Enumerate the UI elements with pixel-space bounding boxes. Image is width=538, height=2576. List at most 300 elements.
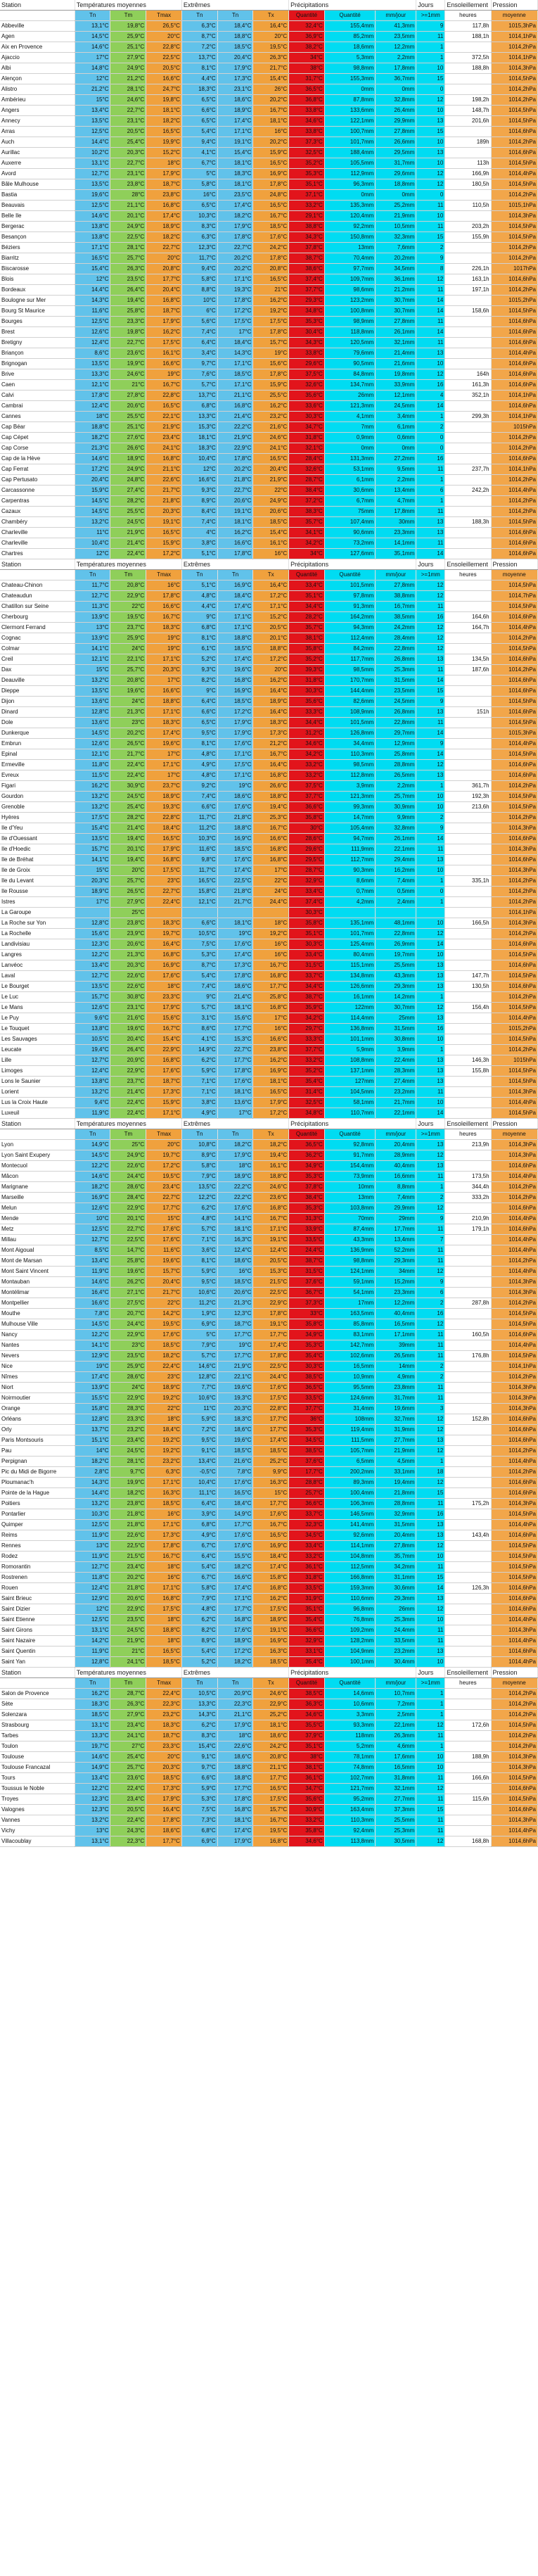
tn-record-value: 5,9°C (181, 1784, 217, 1794)
rain-value: 35,2°C (289, 1066, 325, 1077)
pressure-value: 1014,5hPa (491, 1541, 537, 1552)
tmax-value: 18,7°C (146, 1077, 182, 1087)
days-value: 1 (416, 1699, 445, 1710)
table-row (0, 1214, 538, 1224)
tn-value: 18,2°C (75, 433, 110, 443)
quantity-value: 90,5mm (324, 359, 375, 369)
rain-value: 35,1°C (289, 929, 325, 939)
table-row (0, 802, 538, 813)
tm-value: 21,5°C (110, 1552, 146, 1562)
sunshine-value: 126,3h (445, 1583, 491, 1594)
max-day-value: 22,8mm (376, 929, 416, 939)
tn-value: 12,4°C (75, 338, 110, 348)
tm-value: 19,8°C (110, 327, 146, 338)
tn-value: 18,5°C (75, 1710, 110, 1720)
tn-record-alt-value: 17,1°C (217, 1594, 253, 1604)
sunshine-value: 188,8h (445, 63, 491, 74)
table-row (0, 1499, 538, 1509)
sunshine-value: 160,5h (445, 1330, 491, 1340)
tn-value: 13,5°C (75, 116, 110, 127)
tx-record-value: 17,8°C (253, 1309, 289, 1319)
station-name: Rodez (0, 1552, 75, 1562)
sunshine-value (445, 813, 491, 823)
max-day-value: 7,4mm (376, 876, 416, 887)
tn-value: 7,8°C (75, 1309, 110, 1319)
quantity-value: 94,3mm (324, 623, 375, 633)
rain-value: 34,4°C (289, 602, 325, 612)
tm-value: 23,4°C (110, 1794, 146, 1805)
max-day-value: 32,8mm (376, 823, 416, 834)
station-name: Epinal (0, 749, 75, 760)
rain-value: 33,2°C (289, 201, 325, 211)
tn-value: 16,9°C (75, 1193, 110, 1203)
rain-value: 30,4°C (289, 327, 325, 338)
pressure-value: 1014,5hPa (491, 1552, 537, 1562)
tn-record-value: 5,2°C (181, 654, 217, 665)
tmax-value: 18°C (146, 158, 182, 169)
tn-value: 13,9°C (75, 1383, 110, 1393)
tn-record-value: 8,8°C (181, 285, 217, 296)
pressure-value: 1014,2hPa (491, 929, 537, 939)
sunshine-value: 352,1h (445, 391, 491, 401)
tm-value: 26,5°C (110, 739, 146, 749)
rain-value: 33,2°C (289, 1055, 325, 1066)
station-name: Albi (0, 63, 75, 74)
quantity-value: 16,5mm (324, 1362, 375, 1372)
pressure-value: 1014,2hPa (491, 665, 537, 675)
rain-value: 32,5°C (289, 1098, 325, 1108)
quantity-value: 101,1mm (324, 1034, 375, 1045)
quantity-value: 112,8mm (324, 770, 375, 781)
tm-value: 26,3°C (110, 1699, 146, 1710)
tn-record-value: 6,5°C (181, 718, 217, 728)
tn-record-value: 8,2°C (181, 1625, 217, 1636)
tm-value: 22,4°C (110, 1108, 146, 1119)
table-row (0, 1024, 538, 1034)
pressure-value: 1014,4hPa (491, 623, 537, 633)
days-value: 13 (416, 348, 445, 359)
tmax-value: 22,8°C (146, 391, 182, 401)
tn-record-alt-value: 22,2°C (217, 422, 253, 433)
max-day-value: 2,5mm (376, 1710, 416, 1720)
sunshine-value (445, 454, 491, 464)
station-name: Clermont Ferrand (0, 623, 75, 633)
station-name: Cognac (0, 633, 75, 644)
rain-value: 37,4°C (289, 274, 325, 285)
max-day-value: 7,2mm (376, 1699, 416, 1710)
tn-record-alt-value: 19,6°C (217, 1383, 253, 1393)
table-row (0, 728, 538, 739)
days-value: 9 (416, 823, 445, 834)
tn-record-value: 15,3°C (181, 422, 217, 433)
quantity-value: 104,5mm (324, 1087, 375, 1098)
tm-value: 22,4°C (110, 1098, 146, 1108)
rain-value: 28,2°C (289, 612, 325, 623)
tm-value: 22,9°C (110, 1393, 146, 1404)
quantity-value: 127,6mm (324, 549, 375, 559)
tx-record-value: 22,5°C (253, 1288, 289, 1298)
tn-record-alt-value: 20,2°C (217, 464, 253, 475)
sunshine-value (445, 549, 491, 559)
tmax-value: 16,9°C (146, 960, 182, 971)
tx-record-value: 16,4°C (253, 686, 289, 697)
station-name: Saint Yan (0, 1657, 75, 1668)
tm-value: 23,5°C (110, 1615, 146, 1625)
tn-value: 13,8°C (75, 1077, 110, 1087)
sunshine-value (445, 865, 491, 876)
pressure-value: 1015,2hPa (491, 1024, 537, 1034)
rain-value: 36,5°C (289, 84, 325, 95)
tm-value: 27,5°C (110, 1298, 146, 1309)
max-day-value: 31,8mm (376, 1773, 416, 1784)
rain-value: 37,7°C (289, 1404, 325, 1414)
rain-value: 37,1°C (289, 190, 325, 201)
tn-value: 12,4°C (75, 401, 110, 412)
station-name: Tarbes (0, 1731, 75, 1741)
days-value: 12 (416, 369, 445, 380)
tm-value: 25,4°C (110, 137, 146, 148)
tmax-value: 26,5°C (146, 21, 182, 32)
quantity-value: 155,3mm (324, 74, 375, 84)
pressure-value: 1014,6hPa (491, 317, 537, 327)
max-day-value: 38,8mm (376, 591, 416, 602)
rain-value: 36,9°C (289, 32, 325, 42)
tmax-value: 18,7°C (146, 1731, 182, 1741)
subheader-cell: mm/jour (376, 570, 416, 580)
tm-value: 21°C (110, 380, 146, 391)
days-value: 11 (416, 1636, 445, 1647)
max-day-value: 30,9mm (376, 802, 416, 813)
max-day-value: 4,9mm (376, 1372, 416, 1383)
sunshine-value (445, 1478, 491, 1488)
table-row (0, 781, 538, 792)
tx-record-value: 21,9°C (253, 475, 289, 486)
table-row (0, 1573, 538, 1583)
subheader-cell: heures (445, 1129, 491, 1140)
days-value: 11 (416, 1794, 445, 1805)
rain-value: 36,6°C (289, 1625, 325, 1636)
pressure-value: 1014,2hPa (491, 897, 537, 908)
tmax-value: 15,4°C (146, 1034, 182, 1045)
tm-value: 23,8°C (110, 918, 146, 929)
rain-value: 35,3°C (289, 1425, 325, 1435)
tn-record-alt-value: 22,7°C (217, 1045, 253, 1055)
tn-record-value: 4,4°C (181, 74, 217, 84)
pressure-header: Pression (491, 1668, 537, 1678)
max-day-value: 0,6mm (376, 433, 416, 443)
pressure-value: 1014,6hPa (491, 1836, 537, 1847)
days-value: 1 (416, 1182, 445, 1193)
days-value: 12 (416, 1478, 445, 1488)
tmax-value: 18,3°C (146, 918, 182, 929)
tm-value: 23,4°C (110, 1720, 146, 1731)
sunshine-value: 192,3h (445, 792, 491, 802)
tx-record-value: 23,2°C (253, 412, 289, 422)
tn-record-value: 7,9°C (181, 1172, 217, 1182)
tn-record-value: 3,8°C (181, 1098, 217, 1108)
subheader-cell: Tn (217, 1678, 253, 1689)
tmax-value: 19,1°C (146, 517, 182, 528)
table-row (0, 1161, 538, 1172)
quantity-value: 112,9mm (324, 169, 375, 179)
days-header: Jours (416, 1668, 445, 1678)
rain-value: 34,7°C (289, 422, 325, 433)
tn-value: 14,4°C (75, 285, 110, 296)
tn-record-value: 4,9°C (181, 1108, 217, 1119)
rain-value: 34,9°C (289, 1330, 325, 1340)
pressure-value: 1014,5hPa (491, 802, 537, 813)
table-row (0, 897, 538, 908)
tm-value: 25,4°C (110, 1752, 146, 1763)
table-row (0, 982, 538, 992)
days-value: 11 (416, 1172, 445, 1182)
tx-record-value: 19,2°C (253, 929, 289, 939)
tmax-value: 17,2°C (146, 1161, 182, 1172)
rain-value: 33,3°C (289, 1034, 325, 1045)
tn-record-value: 13,7°C (181, 391, 217, 401)
tn-value: 13,6°C (75, 718, 110, 728)
tm-value: 22,7°C (110, 106, 146, 116)
tn-record-alt-value: 17,1°C (217, 380, 253, 391)
rain-value: 35,7°C (289, 517, 325, 528)
table-row (0, 1319, 538, 1330)
sunshine-value (445, 1446, 491, 1457)
table-row (0, 285, 538, 296)
pressure-value: 1014,6hPa (491, 939, 537, 950)
tn-value: 14,5°C (75, 1319, 110, 1330)
days-value: 16 (416, 380, 445, 391)
tn-value: 18,9°C (75, 887, 110, 897)
pressure-value: 1014,5hPa (491, 1773, 537, 1784)
tn-record-alt-value: 17,4°C (217, 654, 253, 665)
tn-record-alt-value: 18,3°C (217, 1414, 253, 1425)
station-name: Cap Cépet (0, 433, 75, 443)
table-row (0, 992, 538, 1003)
tn-record-value: 6,9°C (181, 1319, 217, 1330)
tn-record-value: 7,1°C (181, 1087, 217, 1098)
sunshine-value (445, 1815, 491, 1826)
max-day-value: 23,2mm (376, 1087, 416, 1098)
station-name: Cap Pertusato (0, 475, 75, 486)
quantity-value: 123,2mm (324, 296, 375, 306)
tm-value: 23°C (110, 1340, 146, 1351)
quantity-value: 0mm (324, 84, 375, 95)
quantity-value: 127mm (324, 1077, 375, 1087)
tn-record-alt-value: 17,7°C (217, 1330, 253, 1340)
tmax-value: 16,8°C (146, 296, 182, 306)
table-row (0, 1710, 538, 1720)
tm-value: 22,4°C (110, 1815, 146, 1826)
tn-record-value: 7,2°C (181, 1425, 217, 1435)
tx-record-value: 25,3°C (253, 813, 289, 823)
tn-record-alt-value: 17,8°C (217, 232, 253, 243)
quantity-value: 6,5mm (324, 1457, 375, 1467)
days-value: 6 (416, 1288, 445, 1298)
quantity-value: 83,1mm (324, 1330, 375, 1340)
pressure-value: 1014,6hPa (491, 654, 537, 665)
rain-value: 36,6°C (289, 802, 325, 813)
table-row (0, 950, 538, 960)
max-day-value: 20,4mm (376, 1530, 416, 1541)
tn-record-alt-value: 17,1°C (217, 770, 253, 781)
tm-value: 24,4°C (110, 1172, 146, 1182)
table-row (0, 844, 538, 855)
table-row (0, 834, 538, 844)
tx-record-value: 16,7°C (253, 749, 289, 760)
pressure-value: 1014,4hPa (491, 1172, 537, 1182)
station-name: Ambérieu (0, 95, 75, 106)
pressure-value: 1014,5hPa (491, 1351, 537, 1362)
tm-value: 20,5°C (110, 1805, 146, 1815)
station-name: Le Luc (0, 992, 75, 1003)
climate-table (0, 1668, 538, 1847)
tmax-value: 16,6°C (146, 359, 182, 369)
tn-record-value (181, 908, 217, 918)
tn-value: 13,7°C (75, 1425, 110, 1435)
rain-value: 38,6°C (289, 264, 325, 274)
tn-record-value: 12,2°C (181, 1193, 217, 1203)
tm-value: 23,6°C (110, 348, 146, 359)
sunshine-value: 237,7h (445, 464, 491, 475)
table-row (0, 380, 538, 391)
tn-record-value: 8,2°C (181, 675, 217, 686)
sunshine-value (445, 1393, 491, 1404)
station-name: Ile d'Yeu (0, 823, 75, 834)
station-name: Cannes (0, 412, 75, 422)
sunshine-value (445, 1488, 491, 1499)
max-day-value: 23,2mm (376, 1647, 416, 1657)
tn-record-value: 13,4°C (181, 1457, 217, 1467)
station-name: Perpignan (0, 1457, 75, 1467)
max-day-value: 2,2mm (376, 475, 416, 486)
tn-value: 12,7°C (75, 1562, 110, 1573)
table-row (0, 1720, 538, 1731)
table-row (0, 939, 538, 950)
quantity-value: 102,7mm (324, 1773, 375, 1784)
table-row (0, 1245, 538, 1256)
rain-value: 37,5°C (289, 781, 325, 792)
quantity-value: 8,6mm (324, 876, 375, 887)
tx-record-value: 16,2°C (253, 675, 289, 686)
max-day-value: 8,8mm (376, 1182, 416, 1193)
tn-value: 14,5°C (75, 728, 110, 739)
sunshine-value (445, 538, 491, 549)
tn-record-value: 5,8°C (181, 179, 217, 190)
rain-value: 33,4°C (289, 1541, 325, 1552)
station-name: Pau (0, 1446, 75, 1457)
rain-value: 34,6°C (289, 1710, 325, 1720)
days-value: 2 (416, 1193, 445, 1203)
max-day-value: 28,8mm (376, 1499, 416, 1509)
station-name: Troyes (0, 1794, 75, 1805)
quantity-value: 85,8mm (324, 1319, 375, 1330)
quantity-value: 34,4mm (324, 739, 375, 749)
rain-value: 30,3°C (289, 908, 325, 918)
tn-record-alt-value: 18,9°C (217, 106, 253, 116)
days-value: 13 (416, 1140, 445, 1150)
quantity-value: 10,6mm (324, 1699, 375, 1710)
pressure-value: 1014,2hPa (491, 1256, 537, 1267)
days-value: 1 (416, 412, 445, 422)
tx-record-value: 17°C (253, 1013, 289, 1024)
days-value: 15 (416, 74, 445, 84)
tn-record-alt-value: 20,6°C (217, 1288, 253, 1298)
sunshine-value (445, 992, 491, 1003)
quantity-value: 0mm (324, 443, 375, 454)
rain-value: 36,2°C (289, 1150, 325, 1161)
rain-value: 33,9°C (289, 1224, 325, 1235)
sunshine-value (445, 317, 491, 327)
tn-record-value: 10,3°C (181, 834, 217, 844)
tm-value: 24°C (110, 697, 146, 707)
pressure-value: 1014,6hPa (491, 1594, 537, 1604)
tn-record-alt-value: 18,1°C (217, 179, 253, 190)
tm-value: 21,1°C (110, 201, 146, 211)
subheader-cell: Tn (75, 1678, 110, 1689)
tn-value: 13,5°C (75, 359, 110, 369)
tn-record-value: 9,5°C (181, 1277, 217, 1288)
tx-record-value: 18,5°C (253, 1657, 289, 1668)
tn-value: 16,2°C (75, 1689, 110, 1699)
tmax-value: 22°C (146, 1298, 182, 1309)
max-day-value: 6,1mm (376, 422, 416, 433)
tmax-value: 18°C (146, 1562, 182, 1573)
quantity-value: 43,3mm (324, 1235, 375, 1245)
rain-value: 36,1°C (289, 1562, 325, 1573)
rain-value: 29,3°C (289, 296, 325, 306)
tmax-value: 22,8°C (146, 42, 182, 53)
tx-record-value: 16,7°C (253, 823, 289, 834)
pressure-value: 1014,5hPa (491, 792, 537, 802)
max-day-value: 25,2mm (376, 201, 416, 211)
days-value: 13 (416, 1161, 445, 1172)
tn-record-alt-value: 17,9°C (217, 63, 253, 74)
table-row (0, 918, 538, 929)
rain-value: 35,4°C (289, 1657, 325, 1668)
sunshine-value (445, 1826, 491, 1836)
tx-record-value: 25,5°C (253, 391, 289, 401)
pressure-value: 1014,2hPa (491, 496, 537, 507)
pressure-value: 1014,6hPa (491, 675, 537, 686)
tn-value: 13,5°C (75, 834, 110, 844)
tn-record-alt-value: 17,6°C (217, 939, 253, 950)
max-day-value: 25,3mm (376, 1826, 416, 1836)
rain-value: 31,2°C (289, 728, 325, 739)
quantity-value: 105,4mm (324, 823, 375, 834)
rain-value: 33,8°C (289, 127, 325, 137)
table-row (0, 1172, 538, 1182)
pressure-value: 1014,4hPa (491, 486, 537, 496)
table-row (0, 1393, 538, 1404)
max-day-value: 24,5mm (376, 401, 416, 412)
tn-record-alt-value: 17,6°C (217, 1203, 253, 1214)
rain-value: 31,4°C (289, 1087, 325, 1098)
tn-record-value: 9,1°C (181, 1446, 217, 1457)
station-name: Toussus le Noble (0, 1784, 75, 1794)
tn-record-value: 8,9°C (181, 496, 217, 507)
station-header: Station (0, 1119, 75, 1129)
tmax-value: 21,7°C (146, 1288, 182, 1298)
tx-record-value: 17,7°C (253, 1499, 289, 1509)
tn-record-value: 6,3°C (181, 21, 217, 32)
tmax-value: 17,1°C (146, 760, 182, 770)
quantity-value: 75mm (324, 507, 375, 517)
table-row (0, 1298, 538, 1309)
tm-value: 25,8°C (110, 306, 146, 317)
station-name: Bordeaux (0, 285, 75, 296)
rain-value: 29,6°C (289, 359, 325, 369)
quantity-value: 100,8mm (324, 306, 375, 317)
